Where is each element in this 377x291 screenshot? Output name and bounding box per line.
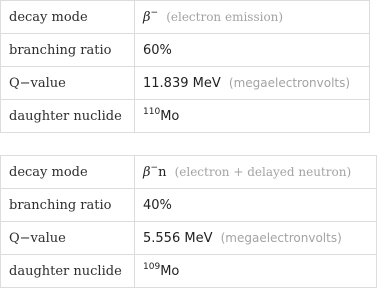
- row-branching-ratio: [1, 34, 370, 67]
- element-symbol: Mo: [160, 263, 180, 279]
- q-value-unit: MeV: [192, 75, 221, 91]
- mass-number: 109: [143, 261, 161, 272]
- element-symbol: Mo: [160, 108, 180, 124]
- decay-suffix: n: [158, 164, 167, 180]
- q-value-unit: MeV: [184, 230, 213, 246]
- q-value-value: [135, 67, 370, 100]
- daughter-nuclide-label: daughter nuclide: [1, 255, 135, 288]
- branching-ratio-value: 60%: [135, 34, 370, 67]
- branching-ratio-label: branching ratio: [1, 189, 135, 222]
- q-value-value: [135, 222, 377, 255]
- beta-minus-sup: −: [150, 7, 159, 18]
- q-value-label: Q−value: [1, 67, 135, 100]
- daughter-nuclide-value: [135, 100, 370, 133]
- row-decay-mode: [1, 1, 370, 34]
- q-value-unit-name: (megaelectronvolts): [220, 230, 342, 245]
- row-daughter-nuclide: [1, 100, 370, 133]
- beta-minus-sup: −: [150, 162, 159, 173]
- mass-number: 110: [143, 106, 161, 117]
- q-value-unit-name: (megaelectronvolts): [228, 75, 351, 90]
- decay-mode-value: [135, 156, 377, 189]
- row-daughter-nuclide: [1, 255, 377, 288]
- decay-table-2: [0, 155, 377, 288]
- q-value-number: 11.839: [143, 75, 189, 91]
- daughter-nuclide-value: [135, 255, 377, 288]
- beta-symbol: β: [143, 164, 151, 180]
- row-branching-ratio: [1, 189, 377, 222]
- branching-ratio-label: branching ratio: [1, 34, 135, 67]
- beta-symbol: β: [143, 9, 151, 25]
- daughter-nuclide-label: daughter nuclide: [1, 100, 135, 133]
- decay-mode-description: (electron + delayed neutron): [174, 164, 352, 179]
- branching-ratio-value: 40%: [135, 189, 377, 222]
- row-decay-mode: [1, 156, 377, 189]
- q-value-label: Q−value: [1, 222, 135, 255]
- decay-table-1: [0, 0, 370, 133]
- row-q-value: [1, 67, 370, 100]
- q-value-number: 5.556: [143, 230, 181, 246]
- decay-mode-value: [135, 1, 370, 34]
- decay-mode-description: (electron emission): [166, 9, 284, 24]
- decay-mode-label: decay mode: [1, 156, 135, 189]
- row-q-value: [1, 222, 377, 255]
- decay-mode-label: decay mode: [1, 1, 135, 34]
